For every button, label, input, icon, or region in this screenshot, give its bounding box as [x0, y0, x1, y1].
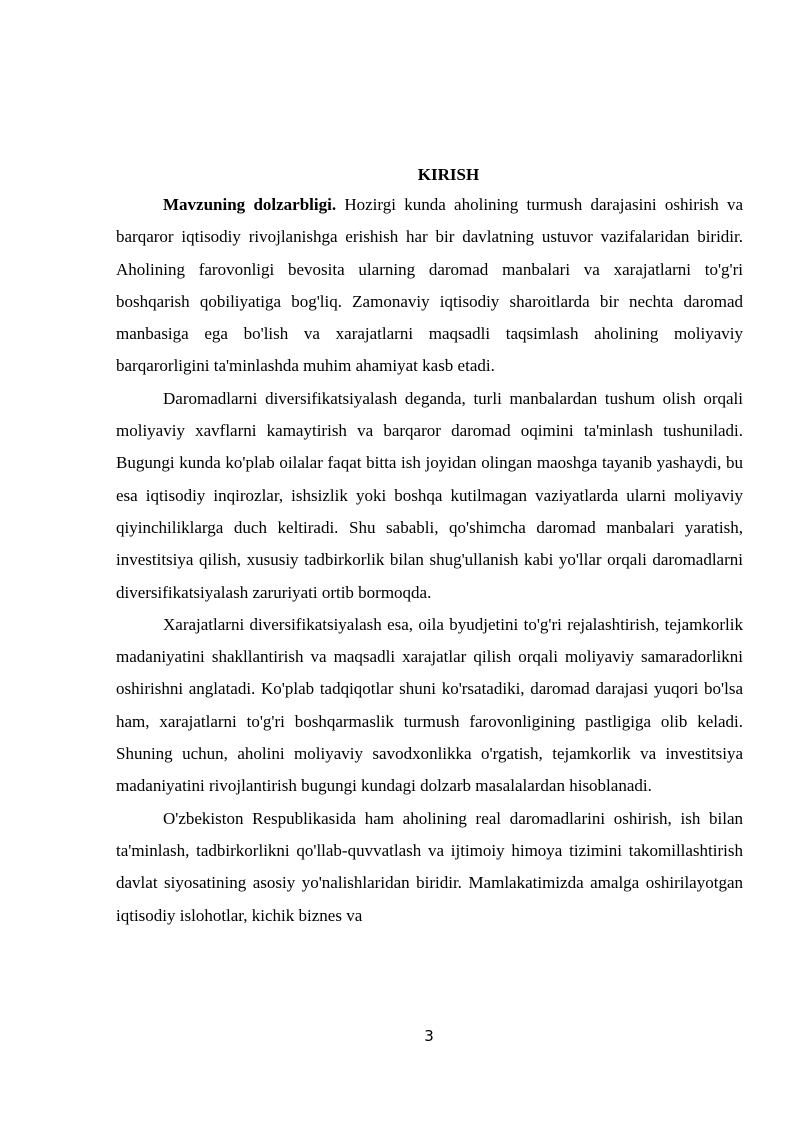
section-title: KIRISH — [417, 165, 480, 184]
paragraph-relevance — [116, 189, 743, 383]
paragraph-expense-diversification: Xarajatlarni diversifikatsiyalash esa, oila byudjetini to'g'ri rejalashtirish, tejamkorlik madaniyatini shakllantirish va maqsadli xarajatlar qilish orqali moliyaviy samaradorlikni oshirishni anglatadi. Ko'plab tadqiqotlar shuni ko'rsatadiki, daromad darajasi yuqori bo'lsa ham, xarajatlarni to'g'ri boshqarmaslik turmush farovonligining pastligiga olib keladi. Shuning uchun, aholini moliyaviy savodxonlikka o'rgatish, tejamkorlik va investitsiya madaniyatini rivojlantirish bugungi kundagi dolzarb masalalardan hisoblanadi. — [116, 614, 743, 796]
paragraph-income-diversification: Daromadlarni diversifikatsiyalash deganda, turli manbalardan tushum olish orqali moliyaviy xavflarni kamaytirish va barqaror daromad oqimini ta'minlash tushuniladi. Bugungi kunda ko'plab oilalar faqat bitta ish joyidan olingan maoshga tayanib yashaydi, bu esa iqtisodiy inqirozlar, ishsizlik yoki boshqa kutilmagan vaziyatlarda ularni moliyaviy qiyinchiliklarga duch keltiradi. Shu sababli, qo'shimcha daromad manbalari yaratish, investitsiya qilish, xususiy tadbirkorlik bilan shug'ullanish kabi yo'llar orqali daromadlarni diversifikatsiyalash zaruriyati ortib bormoqda. — [116, 388, 743, 602]
paragraph-uzbekistan: O'zbekiston Respublikasida ham aholining real daromadlarini oshirish, ish bilan ta'minlash, tadbirkorlikni qo'llab-quvvatlash va ijtimoiy himoya tizimini takomillashtirish davlat siyosatining asosiy yo'nalishlaridan biridir. Mamlakatimizda amalga oshirilayotgan iqtisodiy islohotlar, kichik biznes va — [116, 808, 743, 925]
page-number: 3 — [424, 1027, 434, 1045]
paragraph-text: Hozirgi kunda aholining turmush darajasini oshirish va barqaror iqtisodiy rivojlanishga erishish har bir davlatning ustuvor vazifalaridan biridir. Aholining farovonligi bevosita ularning daromad manbalari va xarajatlarni to'g'ri boshqarish qobiliyatiga bog'liq. Zamonaviy iqtisodiy sharoitlarda bir nechta daromad manbasiga ega bo'lish va xarajatlarni maqsadli taqsimlash aholining moliyaviy barqarorligini ta'minlashda muhim ahamiyat kasb etadi. — [116, 195, 743, 376]
document-page — [116, 164, 743, 932]
paragraph-lead: Mavzuning dolzarbligi. — [163, 195, 337, 214]
